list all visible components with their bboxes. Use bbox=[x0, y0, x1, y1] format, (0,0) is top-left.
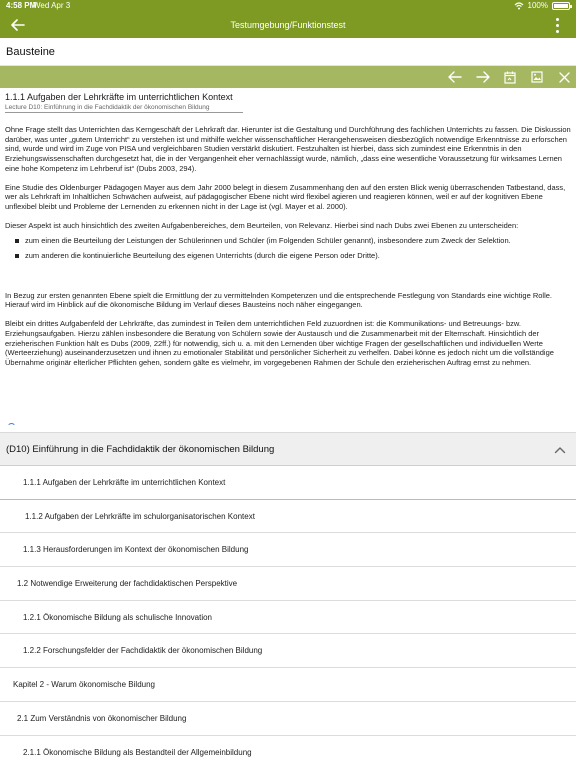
chapter-header[interactable] bbox=[0, 432, 576, 466]
paragraph: Bleibt ein drittes Aufgabenfeld der Lehrkräfte, das zumindest in Teilen dem unterrichtlichen Feld zuzuordnen ist: die Kommunikations- und Betreuungs- bzw. Erziehungsaufgaben. Hierzu zählen insbesondere die Beratung von Schülern sowie der Austausch und die Zusammenarbeit mit der Elternschaft. Hinsichtlich der erzieherischen Funktion hält es Dubs (2009, 22ff.) für notwendig, sich u. a. mit den Lernenden über wichtige Fragen der gesellschaftlichen und individuellen Werte (Werteerziehung) auseinanderzusetzen und ihnen zu emotionaler Stabilität und persönlicher Sicherheit zu verhelfen. Dabei könne es jedoch nicht um die vollständige Übernahme originär elterlicher Pflichten gehen, sondern gälte es vielmehr, im vorgegebenen Rahmen der Schule den erzieherischen Auftrag ernst zu nehmen. bbox=[5, 319, 554, 367]
calendar-button[interactable] bbox=[501, 68, 519, 86]
chevron-up-icon[interactable] bbox=[554, 445, 566, 455]
paragraph: Ohne Frage stellt das Unterrichten das Kerngeschäft der Lehrkraft dar. Hierunter ist die Gestaltung und Durchführung des fachlichen Unterrichts zu fassen. Die Diskussion darüber, was unter „gutem Unterricht“ zu verstehen ist und mithilfe welcher wissenschaftlicher Herangehensweisen diesbezüglich notwendige Erkenntnisse zu erforschen sind, wurde und wird im Zuge von PISA und vergleichbaren Studien verstärkt diskutiert. Festzuhalten ist hierbei, dass sich zumindest eine Erkenntnis in den Erziehungswissenschaften durchgesetzt hat, die in der Vergangenheit eher vernachlässigt wurde, nämlich, „dass eine wesentliche Voraussetzung für wirksames Lernen eine hohe Kompetenz im Lehrberuf ist“ (Dubs 2003, 294). bbox=[5, 125, 571, 173]
top-bar bbox=[0, 0, 576, 38]
status-time: 4:58 PM bbox=[6, 1, 37, 10]
toc-item[interactable]: 1.2 Notwendige Erweiterung der fachdidaktischen Perspektive bbox=[0, 567, 576, 601]
battery-icon bbox=[552, 2, 570, 10]
toc-item[interactable]: 2.1.1 Ökonomische Bildung als Bestandteil der Allgemeinbildung bbox=[0, 736, 576, 768]
app-bar bbox=[0, 12, 576, 38]
close-button[interactable] bbox=[555, 68, 573, 86]
battery-percentage: 100% bbox=[527, 1, 548, 10]
toc-item[interactable]: Kapitel 2 - Warum ökonomische Bildung bbox=[0, 668, 576, 702]
wifi-icon bbox=[514, 2, 524, 10]
paragraph: In Bezug zur ersten genannten Ebene spielt die Ermittlung der zu vermittelnden Kompetenzen und die entsprechende Festlegung von Standards eine wichtige Rolle. Hierauf wird im Hinblick auf die ökonomische Bildung im Verlauf dieses Bausteins noch näher eingegangen. bbox=[5, 290, 553, 310]
toc-item[interactable]: 1.2.2 Forschungsfelder der Fachdidaktik der ökonomischen Bildung bbox=[0, 634, 576, 668]
more-vertical-icon[interactable] bbox=[552, 15, 562, 35]
lecture-toolbar bbox=[0, 66, 576, 88]
toc-item[interactable]: 1.1.2 Aufgaben der Lehrkräfte im schulorganisatorischen Kontext bbox=[0, 500, 576, 534]
lecture-content[interactable] bbox=[0, 88, 576, 432]
toc-item[interactable]: 1.2.1 Ökonomische Bildung als schulische Innovation bbox=[0, 601, 576, 635]
calendar-icon bbox=[504, 71, 516, 84]
chapter-title: (D10) Einführung in die Fachdidaktik der ökonomischen Bildung bbox=[6, 444, 275, 455]
status-bar bbox=[0, 0, 576, 12]
section-header bbox=[0, 38, 576, 66]
lecture-subtitle: Lecture D10: Einführung in die Fachdidaktik der ökonomischen Bildung bbox=[5, 103, 243, 113]
close-icon bbox=[559, 72, 570, 83]
loading-spinner-icon bbox=[7, 423, 16, 432]
app-title: Testumgebung/Funktionstest bbox=[230, 20, 346, 30]
image-button[interactable] bbox=[528, 68, 546, 86]
status-date: Wed Apr 3 bbox=[33, 1, 71, 10]
bullet-item: zum einen die Beurteilung der Leistungen der Schülerinnen und Schüler (im Folgenden Schüler genannt), insbesondere zum Zweck der Selektion. bbox=[15, 236, 571, 246]
section-title: Bausteine bbox=[6, 46, 55, 58]
toc-item[interactable]: 1.1.3 Herausforderungen im Kontext der ökonomischen Bildung bbox=[0, 533, 576, 567]
arrow-right-icon bbox=[476, 71, 490, 83]
bullet-list bbox=[5, 236, 571, 260]
paragraph: Dieser Aspekt ist auch hinsichtlich des zweiten Aufgabenbereiches, dem Beurteilen, von Relevanz. Hierbei sind nach Dubs zwei Ebenen zu unterscheiden: bbox=[5, 220, 519, 230]
toc-list bbox=[0, 466, 576, 768]
image-icon bbox=[531, 71, 543, 83]
toc-item[interactable]: 2.1 Zum Verständnis von ökonomischer Bildung bbox=[0, 702, 576, 736]
lecture-title: 1.1.1 Aufgaben der Lehrkräfte im unterrichtlichen Kontext bbox=[5, 92, 233, 102]
bullet-item: zum anderen die kontinuierliche Beurteilung des eigenen Unterrichts (durch die eigene Person oder Dritte). bbox=[15, 251, 571, 261]
status-right bbox=[514, 0, 570, 12]
next-button[interactable] bbox=[474, 68, 492, 86]
toc-item[interactable]: 1.1.1 Aufgaben der Lehrkräfte im unterrichtlichen Kontext bbox=[0, 466, 576, 500]
previous-button[interactable] bbox=[446, 68, 464, 86]
arrow-left-icon bbox=[448, 71, 462, 83]
paragraph: Eine Studie des Oldenburger Pädagogen Mayer aus dem Jahr 2000 belegt in diesem Zusammenhang den auf den ersten Blick wenig überraschenden Tatbestand, dass, wer als Lehrkraft im Inhaltlichen Schwächen aufweist, auf pädagogischer Ebene nicht wird flexibel agieren und reagieren können, weil er auf der kognitiven Ebene unflexibel bleibt und Probleme der Lernenden zu erkennen nicht in der Lage ist (vgl. Mayer et al. 2000). bbox=[5, 182, 566, 211]
